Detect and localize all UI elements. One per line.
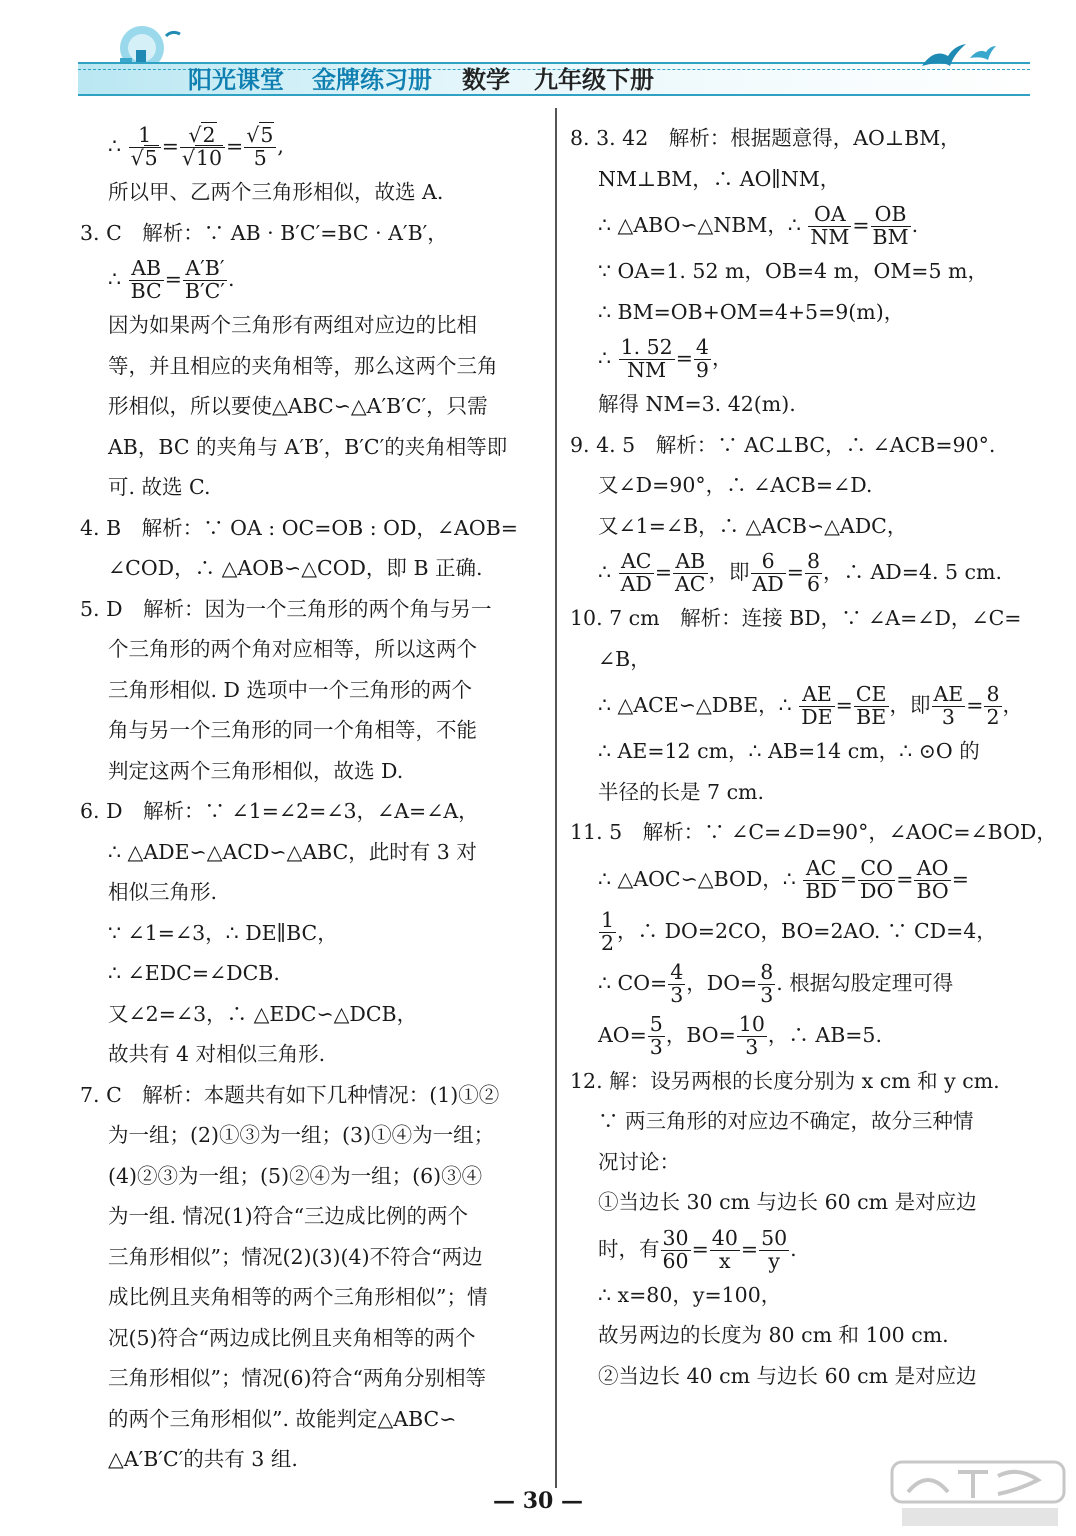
text: ∴ CO= xyxy=(598,970,668,995)
text-line: 成比例且夹角相等的两个三角形相似”；情 xyxy=(108,1285,488,1309)
frac-ae-3 xyxy=(932,684,966,728)
text-line: ∴ ∠EDC=∠DCB. xyxy=(108,961,280,985)
text: ，∴ DO=2CO，BO=2AO. ∵ CD=4， xyxy=(617,918,997,943)
denominator: 3 xyxy=(760,982,774,1007)
denominator: 3 xyxy=(649,1034,663,1059)
radicand: 5 xyxy=(260,123,274,148)
text-line: 三角形相似. D 选项中一个三角形的两个 xyxy=(108,677,472,702)
eq-ae-de xyxy=(570,679,1040,731)
denominator: AD xyxy=(752,572,784,596)
text-line: ∴ AE=12 cm，∴ AB=14 cm，∴ ⊙O 的 xyxy=(598,739,980,763)
frac-ao-bo xyxy=(914,855,950,903)
text-line: 三角形相似”；情况(6)符合“两角分别相等 xyxy=(108,1366,486,1390)
text-line: ②当边长 40 cm 与边长 60 cm 是对应边 xyxy=(598,1363,977,1388)
numerator: AC xyxy=(619,551,654,574)
frac-ce-be xyxy=(854,684,889,728)
text-line: 故另两边的长度为 80 cm 和 100 cm. xyxy=(598,1323,949,1347)
eq-30-60 xyxy=(570,1223,1040,1275)
text-line: 等，并且相应的夹角相等，那么这两个三角 xyxy=(108,353,498,378)
numerator: 10 xyxy=(738,1011,765,1036)
frac-1-2 xyxy=(599,907,616,955)
numerator: √5 xyxy=(244,125,276,148)
comma: , xyxy=(277,134,284,158)
grade-name: 九年级下册 xyxy=(534,66,654,94)
text-line: 又∠1=∠B，∴ △ACB∽△ADC， xyxy=(598,513,908,538)
text: ，∴ AD=4. 5 cm. xyxy=(822,560,1002,584)
frac-co-do xyxy=(858,855,895,903)
frac-5-3 xyxy=(648,1011,665,1059)
period: . xyxy=(911,213,919,237)
answer-12: 12. 解：设另两根的长度分别为 x cm 和 y cm. xyxy=(570,1068,1000,1093)
frac-ab-bc xyxy=(129,258,164,302)
numerator: CO xyxy=(858,858,895,881)
answer-7: 7. C 解析：本题共有如下几种情况：(1)①② xyxy=(80,1082,500,1107)
series-title xyxy=(188,60,284,95)
text-line: 个三角形的两个角对应相等，所以这两个 xyxy=(108,637,477,661)
frac-ac-bd xyxy=(803,855,839,903)
text-line: ∠COD，∴ △AOB∽△COD，即 B 正确. xyxy=(108,556,483,580)
equals: = xyxy=(786,560,804,584)
text-line: ∵ ∠1=∠3，∴ DE∥BC， xyxy=(108,920,338,945)
text: ∴ △ABO∽△NBM，∴ xyxy=(598,213,808,237)
frac-sqrt5-5 xyxy=(244,125,276,169)
denominator: 3 xyxy=(670,982,684,1007)
numerator: 1 xyxy=(129,125,161,148)
watermark-logo-icon xyxy=(888,1456,1068,1532)
equals: = xyxy=(852,213,870,237)
right-column xyxy=(570,118,1057,1396)
frac-ab-ac xyxy=(673,551,708,595)
text-line: 又∠2=∠3，∴ △EDC∽△DCB， xyxy=(108,1001,418,1026)
eq-ac-bd xyxy=(570,853,1040,905)
frac-4-3 xyxy=(668,959,685,1007)
eq-co-do xyxy=(570,957,1040,1009)
eq-ab-bc xyxy=(80,253,550,305)
subject-title xyxy=(462,60,510,95)
numerator: 1. 52 xyxy=(620,335,673,360)
numerator: CE xyxy=(855,682,887,707)
denominator: BD xyxy=(805,878,837,903)
frac-10-3 xyxy=(737,1011,767,1059)
numerator: 4 xyxy=(670,959,684,984)
frac-ae-de xyxy=(799,684,834,728)
numerator: 8 xyxy=(760,959,774,984)
numerator: AO xyxy=(914,858,950,881)
eq-sqrt-ratio xyxy=(80,120,550,172)
numerator: 30 xyxy=(662,1225,689,1250)
denominator: BO xyxy=(916,878,949,903)
text-line: (4)②③为一组；(5)②④为一组；(6)③④ xyxy=(108,1163,483,1188)
denominator: AC xyxy=(675,572,706,596)
denominator: 3 xyxy=(745,1034,759,1059)
text-line: ∵ OA=1. 52 m，OB=4 m，OM=5 m， xyxy=(598,259,988,283)
numerator: √2 xyxy=(180,125,225,148)
denominator: AD xyxy=(620,572,652,596)
numerator: 1 xyxy=(601,907,615,932)
text-line: 况(5)符合“两边成比例且夹角相等的两个 xyxy=(108,1325,476,1350)
numerator: 40 xyxy=(711,1225,738,1250)
text-line: 所以甲、乙两个三角形相似，故选 A. xyxy=(108,180,444,204)
page-number: — 30 — xyxy=(493,1488,583,1514)
numerator: AC xyxy=(803,858,839,881)
denominator: 60 xyxy=(662,1248,689,1273)
text-line: 况讨论： xyxy=(598,1149,680,1174)
answer-9: 9. 4. 5 解析：∵ AC⊥BC，∴ ∠ACB=90°. xyxy=(570,432,996,457)
denominator: NM xyxy=(810,225,850,249)
denominator: NM xyxy=(627,358,667,382)
series-name: 阳光课堂 xyxy=(188,66,284,94)
page-header xyxy=(0,0,1076,110)
numerator: 8 xyxy=(806,549,820,574)
text: ∴ △AOC∽△BOD，∴ xyxy=(598,866,803,891)
frac-ob-bm xyxy=(871,204,911,248)
therefore: ∴ xyxy=(108,134,128,158)
text-line: △A′B′C′的共有 3 组. xyxy=(108,1447,298,1471)
text: ，∴ AB=5. xyxy=(767,1022,882,1047)
text-line: 角与另一个三角形的同一个角相等，不能 xyxy=(108,718,477,742)
denominator: 2 xyxy=(986,705,1000,729)
book-name: 金牌练习册 xyxy=(312,66,432,94)
frac-8-2 xyxy=(984,684,1001,728)
text-line: 解得 NM=3. 42(m). xyxy=(598,392,796,416)
denominator: B′C′ xyxy=(184,279,225,303)
text-line: 判定这两个三角形相似，故选 D. xyxy=(108,758,404,783)
text-line: 形相似，所以要使△ABC∽△A′B′C′，只需 xyxy=(108,394,488,418)
text-line: 为一组；(2)①③为一组；(3)①④为一组； xyxy=(108,1123,495,1147)
numerator: 50 xyxy=(761,1225,788,1250)
answer-4: 4. B 解析：∵ OA : OC=OB : OD，∠AOB= xyxy=(80,515,518,540)
text: ，BO= xyxy=(665,1022,736,1047)
comma: ， xyxy=(711,346,733,370)
frac-oa-nm xyxy=(808,204,851,248)
frac-50-y xyxy=(759,1225,789,1273)
grade-title xyxy=(534,60,654,95)
answer-10: 10. 7 cm 解析：连接 BD，∵ ∠A=∠D，∠C= xyxy=(570,606,1022,630)
frac-a1b1-b1c1 xyxy=(183,258,227,302)
frac-8-3 xyxy=(758,959,775,1007)
eq-half xyxy=(570,905,1040,957)
text: ∴ △ACE∽△DBE，∴ xyxy=(598,693,799,717)
equals: = xyxy=(835,693,853,717)
frac-8-6 xyxy=(805,551,822,595)
equals: = xyxy=(740,1236,759,1261)
text-line: ∴ x=80，y=100， xyxy=(598,1282,782,1307)
denominator: DO xyxy=(860,878,894,903)
numerator: 5 xyxy=(649,1011,663,1036)
text-line: AB，BC 的夹角与 A′B′，B′C′的夹角相等即 xyxy=(108,434,508,459)
therefore: ∴ xyxy=(598,560,618,584)
text-line: 的两个三角形相似”. 故能判定△ABC∽ xyxy=(108,1406,457,1431)
text-line: ∠B， xyxy=(598,646,651,671)
eq-ao-bo xyxy=(570,1009,1040,1061)
frac-1-sqrt5 xyxy=(129,125,161,169)
numerator: OB xyxy=(871,204,911,227)
text-line: ∴ △ADE∽△ACD∽△ABC，此时有 3 对 xyxy=(108,839,477,864)
denominator: √5 xyxy=(130,146,158,170)
radicand: 2 xyxy=(202,123,216,148)
text: ，即 xyxy=(708,560,750,584)
numerator: AE xyxy=(799,684,834,707)
frac-30-60 xyxy=(661,1225,691,1273)
frac-4-9 xyxy=(694,337,711,381)
equals: = xyxy=(161,134,179,158)
numerator: OA xyxy=(808,204,851,227)
frac-40-x xyxy=(710,1225,740,1273)
column-divider xyxy=(555,108,557,1488)
radicand: 10 xyxy=(195,146,223,170)
radicand: 5 xyxy=(144,146,158,170)
equals: = xyxy=(896,866,914,891)
therefore: ∴ xyxy=(108,267,128,291)
birds-icon xyxy=(918,36,998,76)
therefore: ∴ xyxy=(598,346,618,370)
answer-11: 11. 5 解析：∵ ∠C=∠D=90°，∠AOC=∠BOD， xyxy=(570,820,1057,844)
denominator: 6 xyxy=(806,572,820,596)
numerator: AE xyxy=(933,682,964,707)
frac-152-nm xyxy=(619,337,675,381)
text-line: 故共有 4 对相似三角形. xyxy=(108,1042,326,1066)
text: ，即 xyxy=(889,693,931,717)
text-line: 又∠D=90°，∴ ∠ACB=∠D. xyxy=(598,473,873,497)
numerator: A′B′ xyxy=(183,258,227,281)
text: ，DO= xyxy=(686,970,758,995)
text: AO= xyxy=(598,1022,647,1047)
text-line: ∵ 两三角形的对应边不确定，故分三种情 xyxy=(598,1109,974,1133)
eq-oa-nm xyxy=(570,199,1040,251)
text: 时，有 xyxy=(598,1236,660,1261)
eq-ac-ad xyxy=(570,546,1040,598)
numerator: 6 xyxy=(751,551,786,574)
equals: = xyxy=(839,866,858,891)
text-line: 相似三角形. xyxy=(108,880,218,904)
denominator: y xyxy=(768,1248,780,1273)
eq-152-nm xyxy=(570,332,1040,384)
period: . xyxy=(227,267,235,291)
comma: ， xyxy=(1002,693,1024,717)
text-line: 可. 故选 C. xyxy=(108,475,211,499)
denominator: 5 xyxy=(253,146,267,170)
text-line: ①当边长 30 cm 与边长 60 cm 是对应边 xyxy=(598,1190,977,1214)
equals: = xyxy=(966,693,984,717)
denominator: BE xyxy=(856,705,887,729)
text: . 根据勾股定理可得 xyxy=(776,970,954,995)
text-line: 半径的长是 7 cm. xyxy=(598,779,765,804)
equals: = xyxy=(951,866,969,891)
numerator: AB xyxy=(129,258,164,281)
equals: = xyxy=(675,346,693,370)
denominator: x xyxy=(719,1248,731,1273)
left-column xyxy=(80,118,550,1480)
denominator: 2 xyxy=(601,930,615,955)
denominator: BC xyxy=(130,279,162,303)
frac-ac-ad xyxy=(619,551,654,595)
subject-name: 数学 xyxy=(462,66,510,94)
frac-sqrt2-sqrt10 xyxy=(180,125,225,169)
frac-6-ad xyxy=(751,551,786,595)
numerator: 4 xyxy=(695,335,709,360)
text-line: 因为如果两个三角形有两组对应边的比相 xyxy=(108,313,477,337)
numerator: AB xyxy=(673,551,708,574)
denominator: 3 xyxy=(941,705,955,729)
answer-5: 5. D 解析：因为一个三角形的两个角与另一 xyxy=(80,596,492,621)
answer-6: 6. D 解析：∵ ∠1=∠2=∠3，∠A=∠A， xyxy=(80,799,479,823)
book-title xyxy=(312,60,432,95)
denominator: √10 xyxy=(181,146,223,170)
equals: = xyxy=(691,1236,709,1261)
answer-3: 3. C 解析：∵ AB · B′C′=BC · A′B′， xyxy=(80,220,448,245)
text-line: ∴ BM=OB+OM=4+5=9(m)， xyxy=(598,299,905,324)
text-line: NM⊥BM，∴ AO∥NM， xyxy=(598,166,841,191)
denominator: 9 xyxy=(695,358,709,382)
period: . xyxy=(790,1236,797,1261)
denominator: DE xyxy=(801,705,833,729)
equals: = xyxy=(654,560,672,584)
equals: = xyxy=(164,267,182,291)
text-line: 三角形相似”；情况(2)(3)(4)不符合“两边 xyxy=(108,1244,483,1269)
numerator: 8 xyxy=(986,682,1000,707)
answer-8: 8. 3. 42 解析：根据题意得，AO⊥BM， xyxy=(570,126,961,150)
denominator: BM xyxy=(872,225,909,249)
text-line: 为一组. 情况(1)符合“三边成比例的两个 xyxy=(108,1204,469,1228)
equals: = xyxy=(226,134,244,158)
